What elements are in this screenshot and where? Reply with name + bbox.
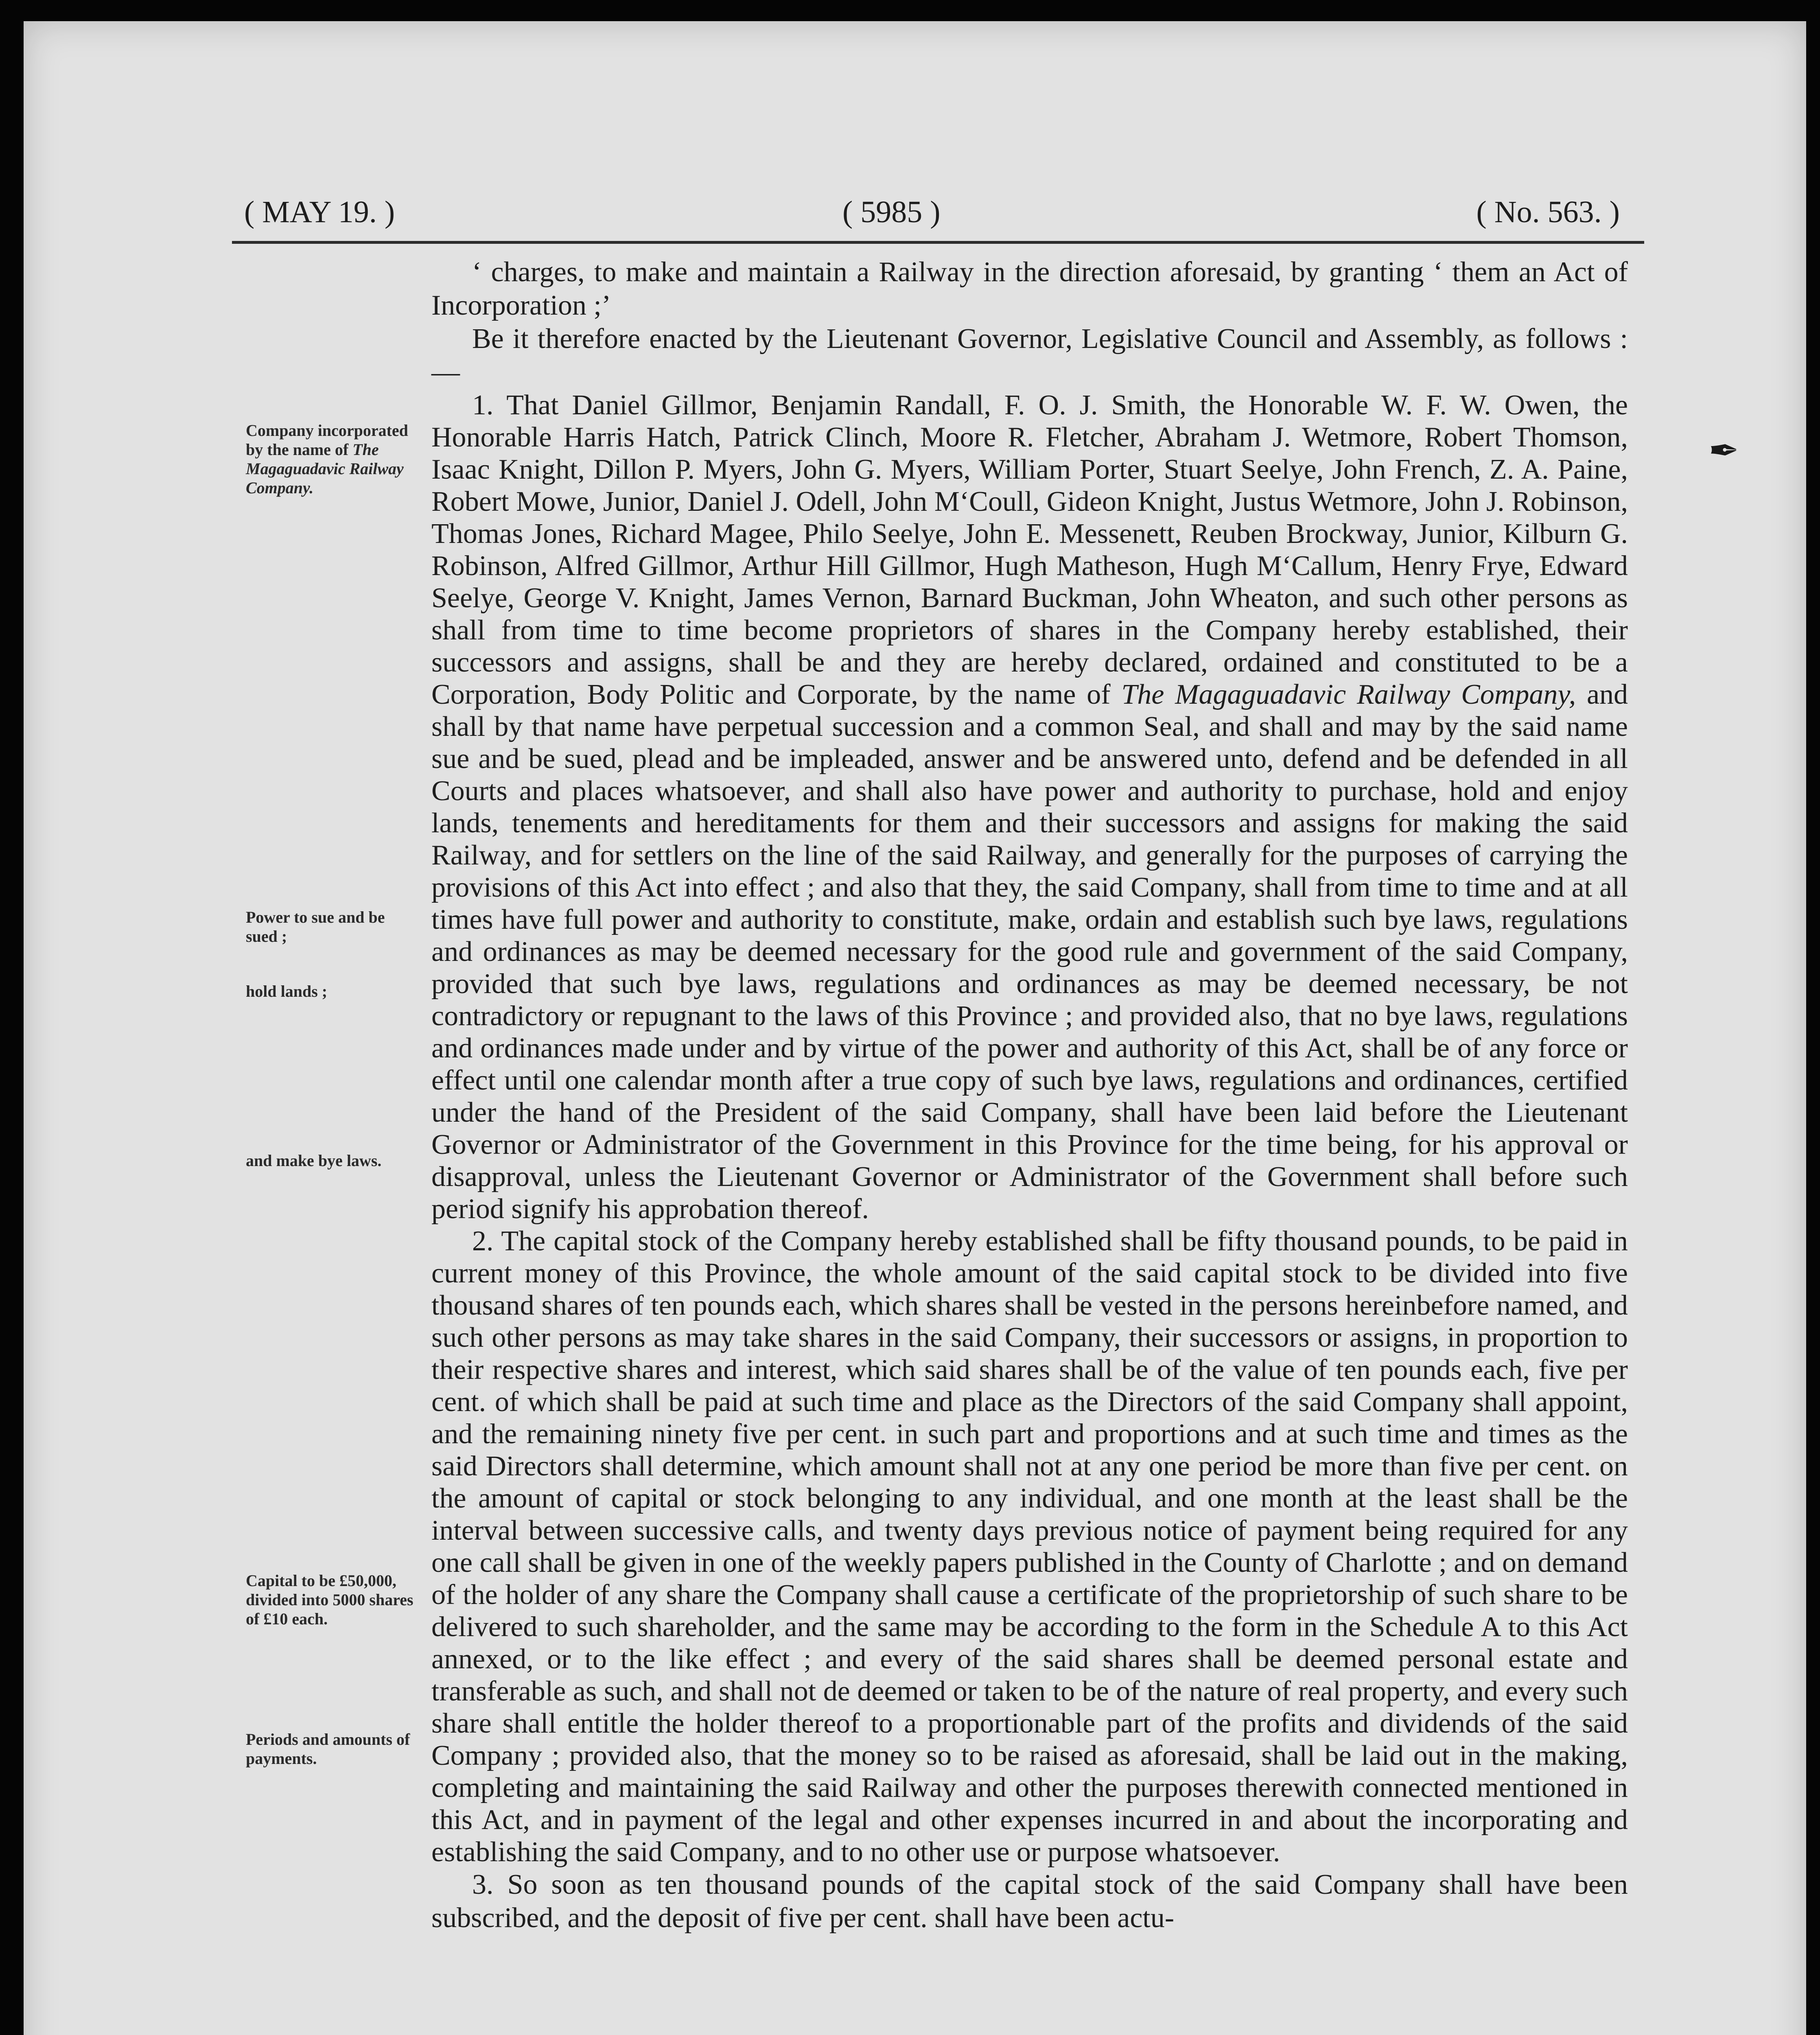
section-1-company-name: The Magaguadavic Railway Company, [1121,679,1576,710]
header-rule [232,241,1644,244]
section-2: 2. The capital stock of the Company hereby established shall be fifty thousand pounds, to be paid in current money of this Province, the whole amount of the said capital stock to be divided into five thousand shares of ten pounds each, which shares shall be vested in the persons hereinbefore named, and such other persons as may take shares in the said Company, their successors or assigns, in proportion to their respective shares and interest, which said shares shall be of the value of ten pounds each, five per cent. of which shall be paid at such time and place as the Directors of the said Company shall appoint, and the remaining ninety five per cent. in such part and proportions and at such time and times as the said Directors shall determine, which amount shall not at any one period be more than five per cent. on the amount of capital or stock belonging to any individual, and one month at the least shall be the interval between successive calls, and twenty days previous notice of payment being required for any one call shall be given in one of the weekly papers published in the County of Charlotte ; and on demand of the holder of any share the Company shall cause a certificate of the proprietorship of such share to be delivered to such shareholder, and the same may be according to the form in the Schedule A to this Act annexed, or to the like effect ; and every of the said shares shall be deemed personal estate and transferable as such, and shall not de deemed or taken to be of the nature of real property, and every such share shall entitle the holder thereof to a proportionable part of the profits and dividends of the said Company ; provided also, that the money so to be raised as aforesaid, shall be laid out in the making, completing and maintaining the said Railway and other the purposes therewith connected mentioned in this Act, and in payment of the legal and other expenses incurred in and about the incorporating and establishing the said Company, and to no other use or purpose whatsoever. [431,1225,1628,1868]
page-header [244,195,1620,239]
section-1-text-b: and shall by that name have perpetual succession and a common Seal, and shall and may by the said name sue and be sued, plead and be impleaded, answer and be answered unto, defend and be defended in all Courts and places whatsoever, and shall also have power and authority to purchase, hold and enjoy lands, tenements and hereditaments for them and their successors and assigns for making the said Railway, and for settlers on the line of the said Railway, and generally for the purposes of carrying the provisions of this Act into effect ; and also that they, the said Company, shall from time to time and at all times have full power and authority to constitute, make, ordain and establish such bye laws, regulations and ordinances as may be deemed necessary for the good rule and government of the said Company, provided that such bye laws, regulations and ordinances as may be deemed necessary, be not contradictory or repugnant to the laws of this Province ; and provided also, that no bye laws, regulations and ordinances made under and by virtue of the power and authority of this Act, shall be of any force or effect until one calendar month after a true copy of such bye laws, regulations and ordinances, certified under the hand of the President of the said Company, shall have been laid before the Lieutenant Governor or Administrator of the Government in this Province for the time being, for his approval or disapproval, unless the Lieutenant Governor or Administrator of the Government shall before such period signify his approbation thereof. [431,679,1628,1225]
margin-note-incorporation [246,421,417,497]
header-date: ( MAY 19. ) [244,195,395,229]
ink-mark-top: ✒ [1708,431,1739,471]
preamble-continuation: ‘ charges, to make and maintain a Railway in the direction aforesaid, by granting ‘ them an Act of Incorporation ;’ [431,256,1628,321]
section-3: 3. So soon as ten thousand pounds of the capital stock of the said Company shall have been subscribed, and the deposit of five per cent. shall have been actu- [431,1869,1628,1934]
section-1-text-a: 1. That Daniel Gillmor, Benjamin Randall, F. O. J. Smith, the Honorable W. F. W. Owen, the Honorable Harris Hatch, Patrick Clinch, Moore R. Fletcher, Abraham J. Wetmore, Robert Thomson, Isaac Knight, Dillon P. Myers, John G. Myers, William Porter, Stuart Seelye, John French, Z. A. Paine, Robert Mowe, Junior, Daniel J. Odell, John M‘Coull, Gideon Knight, Justus Wetmore, John J. Robinson, Thomas Jones, Richard Magee, Philo Seelye, John E. Messenett, Reuben Brockway, Junior, Kilburn G. Robinson, Alfred Gillmor, Arthur Hill Gillmor, Hugh Matheson, Hugh M‘Callum, Henry Frye, Edward Seelye, George V. Knight, James Vernon, Barnard Buckman, John Wheaton, and such other persons as shall from time to time become proprietors of shares in the Company hereby established, their successors and assigns, shall be and they are hereby declared, ordained and constituted to be a Corporation, Body Politic and Corporate, by the name of [431,389,1628,710]
statute-body [431,256,1628,2035]
margin-note-bye-laws: and make bye laws. [246,1151,382,1170]
margin-note-periods: Periods and amounts of payments. [246,1730,410,1768]
section-1 [431,389,1628,1225]
margin-note-incorporation-text: Company incorporated by the name of [246,421,408,459]
header-chapter-number: ( No. 563. ) [1476,195,1620,229]
margin-note-capital: Capital to be £50,000, divided into 5000 shares of £10 each. [246,1571,413,1628]
margin-note-company-name: The Magaguadavic Railway Company. [246,440,404,497]
header-page-number: ( 5985 ) [842,195,941,229]
enacting-clause: Be it therefore enacted by the Lieutenant Governor, Legislative Council and Assembly, as follows :— [431,323,1628,388]
margin-note-sue: Power to sue and be sued ; [246,908,385,945]
margin-note-lands: hold lands ; [246,982,328,1000]
